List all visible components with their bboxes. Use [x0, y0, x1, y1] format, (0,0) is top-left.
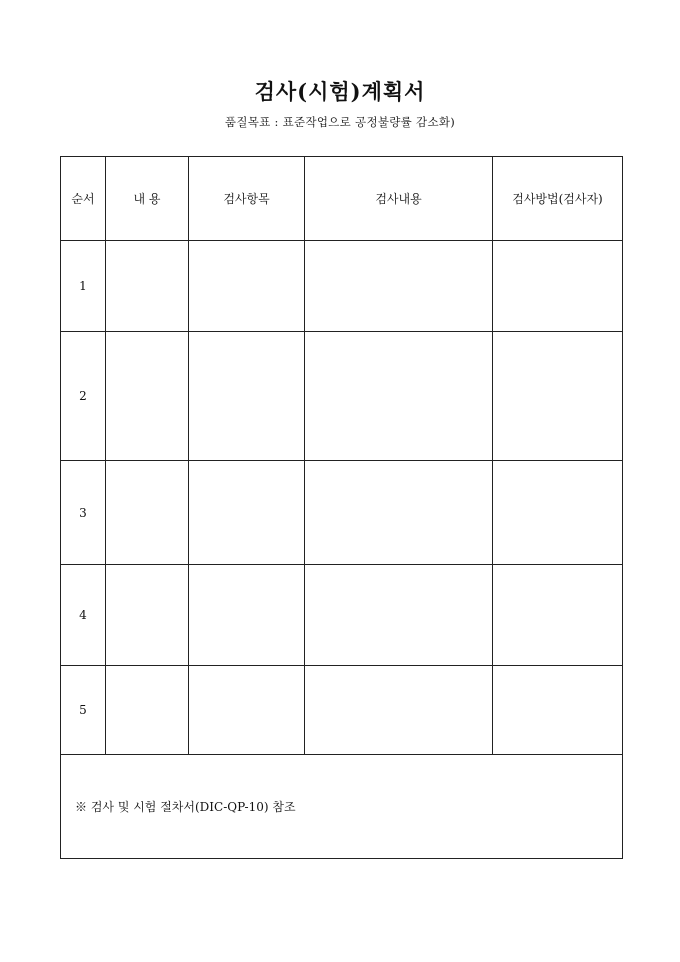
cell-inspection-detail[interactable] — [305, 332, 493, 461]
row-number: 5 — [61, 666, 106, 755]
table-row — [61, 565, 623, 666]
table-row — [61, 241, 623, 332]
row-number: 1 — [61, 241, 106, 332]
cell-inspection-detail[interactable] — [305, 241, 493, 332]
cell-content[interactable] — [106, 241, 189, 332]
note-row — [61, 755, 623, 859]
cell-content[interactable] — [106, 565, 189, 666]
cell-inspection-item[interactable] — [189, 666, 305, 755]
header-inspection-item: 검사항목 — [189, 157, 305, 241]
table-row — [61, 666, 623, 755]
cell-inspection-method[interactable] — [493, 241, 623, 332]
cell-inspection-item[interactable] — [189, 565, 305, 666]
row-number: 2 — [61, 332, 106, 461]
reference-note: ※ 검사 및 시험 절차서(DIC-QP-10) 참조 — [61, 755, 623, 859]
cell-inspection-detail[interactable] — [305, 565, 493, 666]
inspection-plan-table — [60, 156, 623, 859]
cell-inspection-method[interactable] — [493, 332, 623, 461]
cell-inspection-method[interactable] — [493, 565, 623, 666]
cell-content[interactable] — [106, 461, 189, 565]
cell-content[interactable] — [106, 332, 189, 461]
cell-inspection-item[interactable] — [189, 332, 305, 461]
table-row — [61, 332, 623, 461]
table-row — [61, 461, 623, 565]
table-header-row — [61, 157, 623, 241]
header-inspection-method: 검사방법(검사자) — [493, 157, 623, 241]
cell-inspection-method[interactable] — [493, 666, 623, 755]
cell-inspection-detail[interactable] — [305, 666, 493, 755]
cell-inspection-method[interactable] — [493, 461, 623, 565]
row-number: 4 — [61, 565, 106, 666]
document-title: 검사(시험)계획서 — [254, 79, 426, 104]
cell-inspection-item[interactable] — [189, 461, 305, 565]
row-number: 3 — [61, 461, 106, 565]
quality-goal-subtitle: 품질목표 : 표준작업으로 공정불량률 감소화) — [224, 115, 456, 129]
cell-inspection-item[interactable] — [189, 241, 305, 332]
header-content: 내 용 — [106, 157, 189, 241]
cell-inspection-detail[interactable] — [305, 461, 493, 565]
header-inspection-detail: 검사내용 — [305, 157, 493, 241]
cell-content[interactable] — [106, 666, 189, 755]
header-order: 순서 — [61, 157, 106, 241]
